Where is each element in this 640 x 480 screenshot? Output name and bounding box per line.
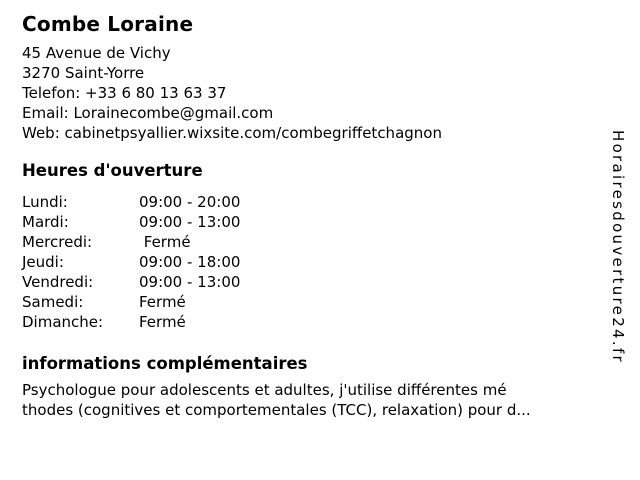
day-value: Fermé (139, 293, 186, 311)
day-value: 09:00 - 13:00 (139, 213, 241, 231)
hours-heading: Heures d'ouverture (22, 161, 203, 180)
phone-line: Telefon: +33 6 80 13 63 37 (22, 84, 227, 102)
hours-row-tuesday (22, 212, 640, 232)
info-text-line-1: Psychologue pour adolescents et adultes, j'utilise différentes mé (22, 381, 507, 399)
day-label: Lundi: (22, 193, 68, 211)
additional-info-heading: informations complémentaires (22, 354, 308, 373)
day-label: Samedi: (22, 293, 84, 311)
hours-row-friday (22, 272, 640, 292)
contact-block (22, 43, 640, 143)
hours-row-thursday (22, 252, 640, 272)
additional-info-text (22, 380, 640, 420)
hours-row-monday (22, 192, 640, 212)
site-watermark-vertical: Horairesdouverture24.fr (609, 130, 627, 364)
hours-row-saturday (22, 292, 640, 312)
day-label: Mercredi: (22, 233, 93, 251)
hours-row-wednesday (22, 232, 640, 252)
info-text-line-2: thodes (cognitives et comportementales (TCC), relaxation) pour d... (22, 401, 531, 419)
day-label: Mardi: (22, 213, 69, 231)
day-value: 09:00 - 18:00 (139, 253, 241, 271)
email-line: Email: Lorainecombe@gmail.com (22, 104, 274, 122)
day-label: Jeudi: (22, 253, 64, 271)
web-line: Web: cabinetpsyallier.wixsite.com/combegriffetchagnon (22, 124, 442, 142)
day-value: Fermé (139, 313, 186, 331)
hours-table (22, 192, 640, 332)
day-value: Fermé (139, 233, 191, 251)
address-line-2: 3270 Saint-Yorre (22, 64, 145, 82)
address-line-1: 45 Avenue de Vichy (22, 44, 171, 62)
day-label: Dimanche: (22, 313, 104, 331)
page-title: Combe Loraine (22, 12, 194, 36)
day-value: 09:00 - 13:00 (139, 273, 241, 291)
day-label: Vendredi: (22, 273, 94, 291)
day-value: 09:00 - 20:00 (139, 193, 241, 211)
hours-row-sunday (22, 312, 640, 332)
